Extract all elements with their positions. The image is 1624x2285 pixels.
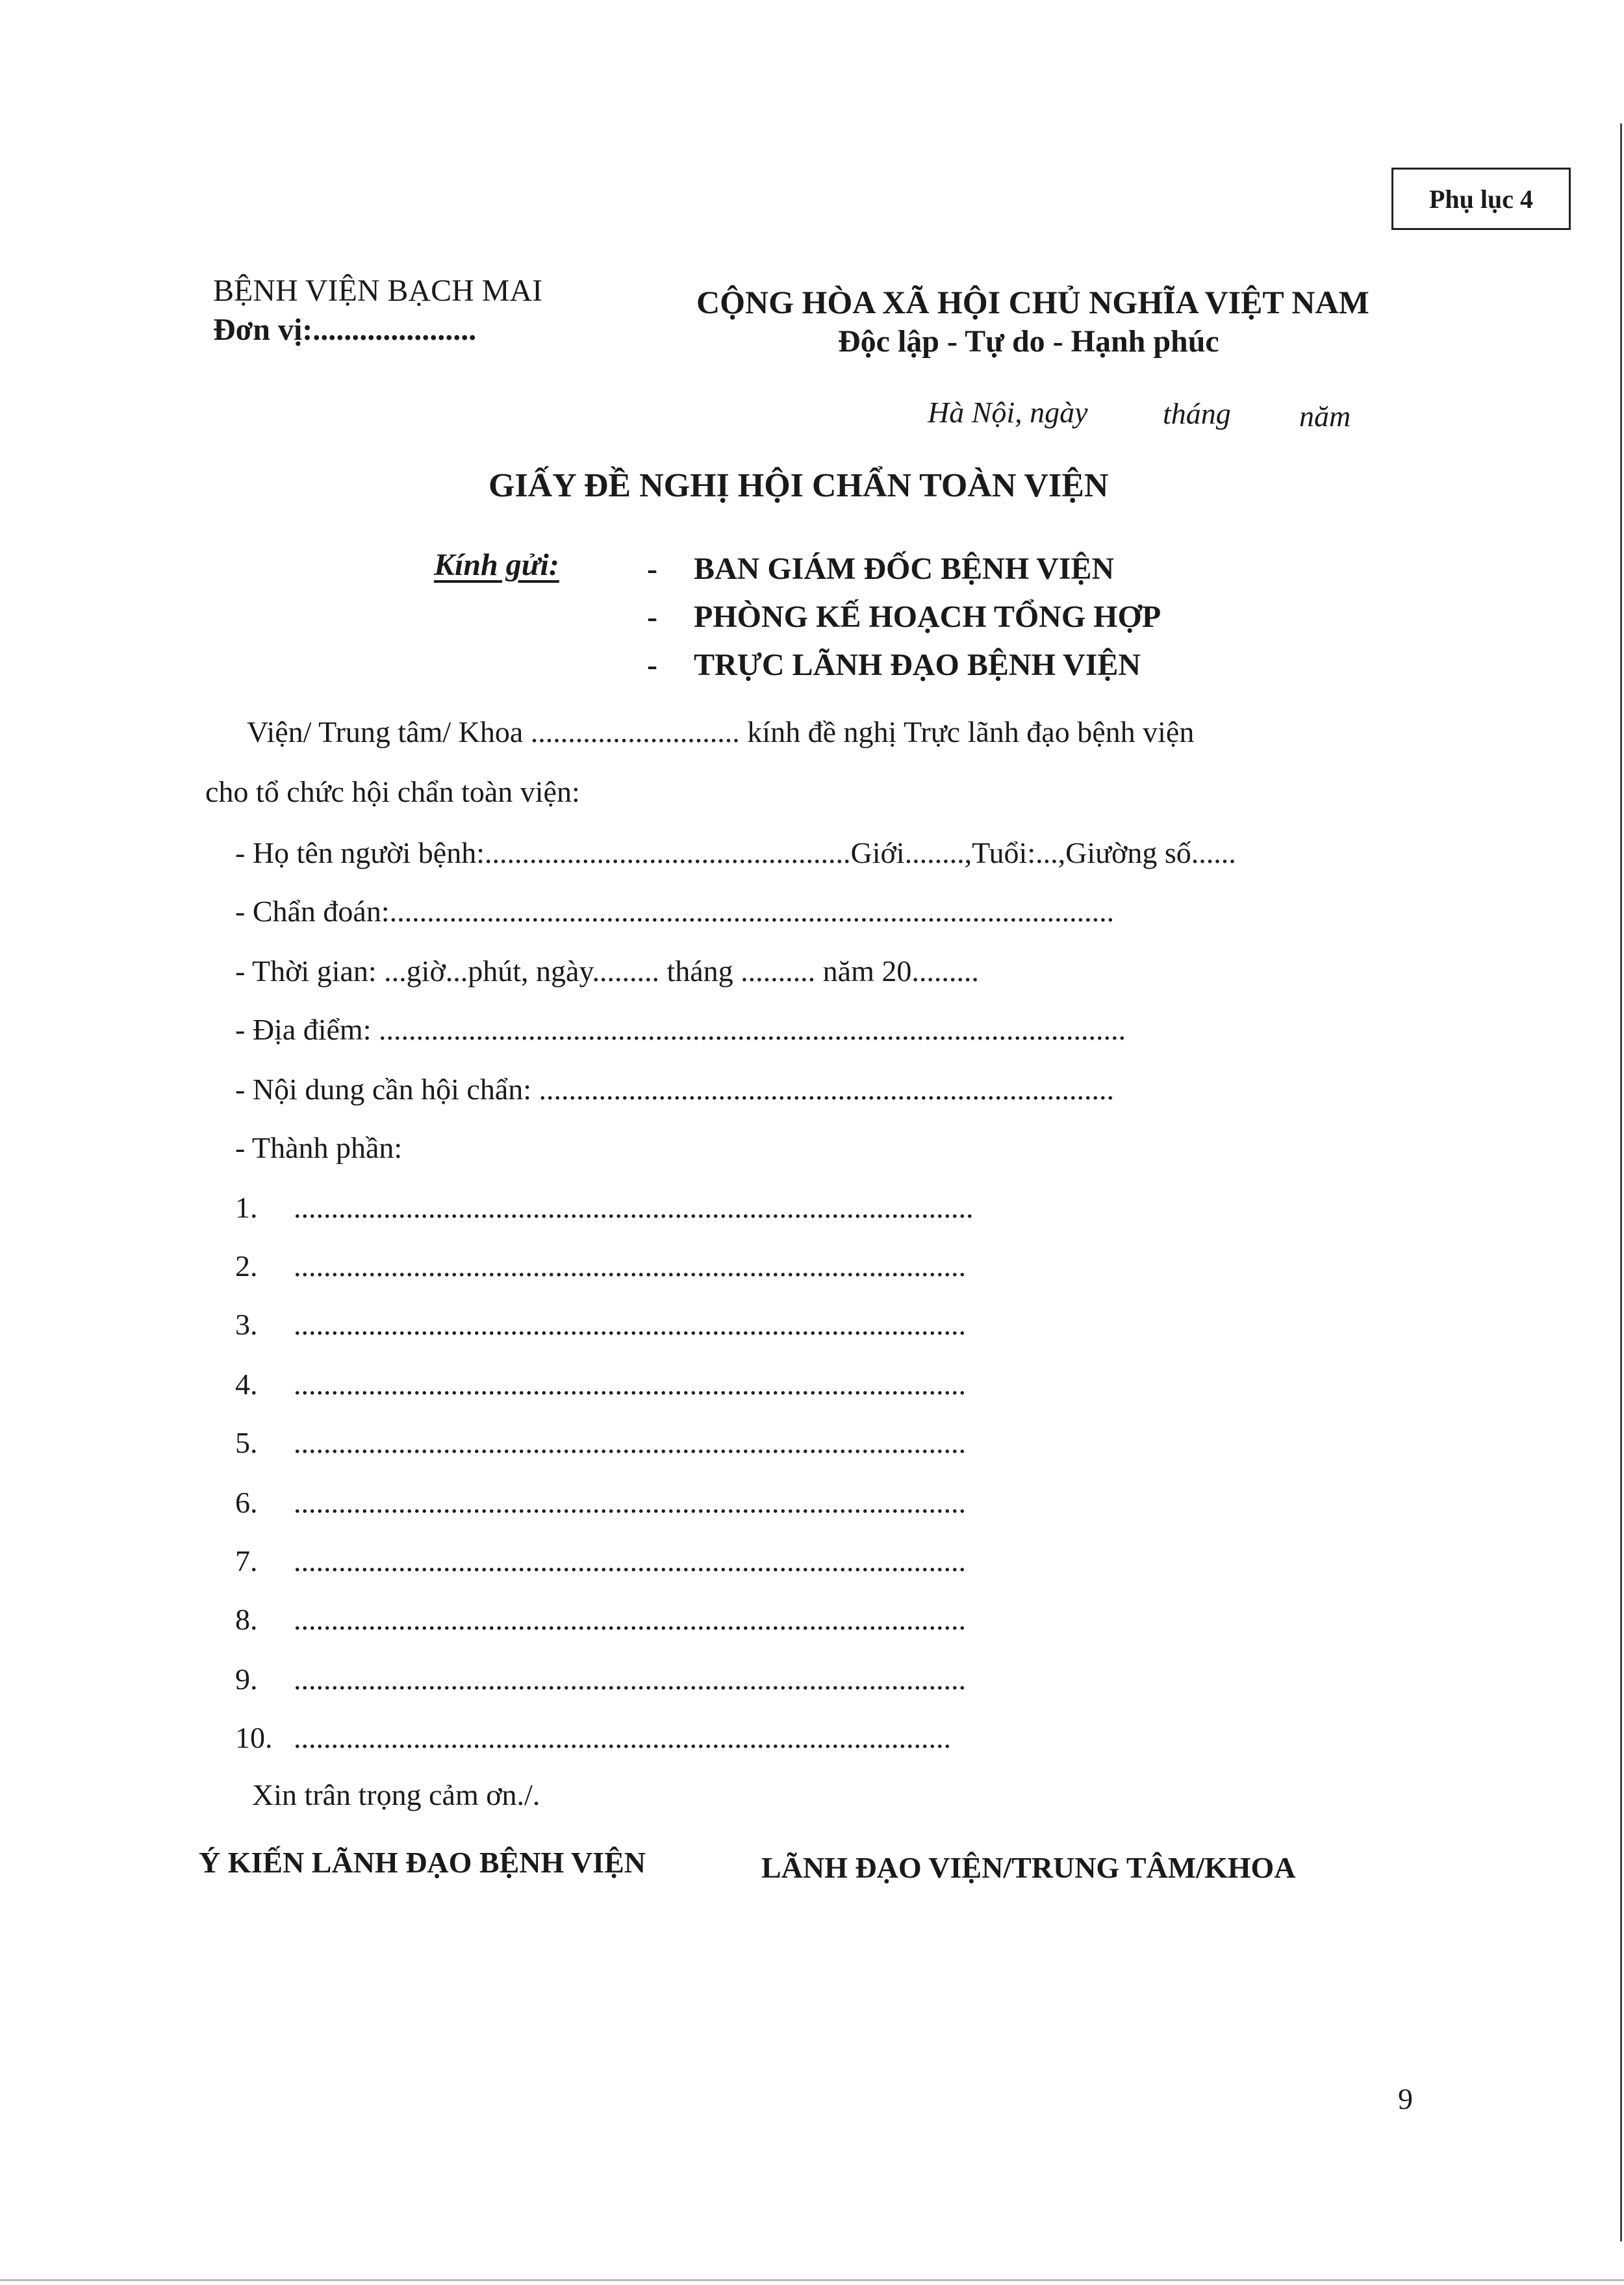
member-line: ..........................................................................................	[294, 1603, 966, 1636]
recipient-1: BAN GIÁM ĐỐC BỆNH VIỆN	[694, 552, 1115, 586]
member-number: 1.	[235, 1191, 258, 1224]
member-line: ..........................................................................................	[294, 1368, 966, 1401]
page-number: 9	[1398, 2082, 1413, 2115]
document-title: GIẤY ĐỀ NGHỊ HỘI CHẨN TOÀN VIỆN	[488, 467, 1109, 504]
member-line: ..........................................................................................	[294, 1486, 966, 1519]
member-number: 4.	[235, 1368, 258, 1401]
date-prefix: Hà Nội, ngày	[928, 396, 1088, 429]
member-number: 8.	[235, 1603, 258, 1636]
appendix-label: Phụ lục 4	[1428, 184, 1534, 214]
member-line: ...........................................................................................	[294, 1191, 974, 1224]
member-number: 3.	[235, 1308, 258, 1341]
recipient-bullet-3: -	[647, 648, 657, 682]
page-bottom-line	[0, 2279, 1624, 2281]
member-line: ..........................................................................................	[294, 1663, 966, 1696]
signature-left-title: Ý KIẾN LÃNH ĐẠO BỆNH VIỆN	[199, 1846, 646, 1879]
date-year: năm	[1299, 400, 1351, 433]
recipients-label: Kính gửi:	[434, 548, 559, 582]
field-consultation-content: - Nội dung cần hội chẩn: .............................................................................	[235, 1073, 1115, 1106]
field-location: - Địa điểm: ....................................................................................................	[235, 1013, 1126, 1046]
nation-name: CỘNG HÒA XÃ HỘI CHỦ NGHĨA VIỆT NAM	[696, 284, 1369, 320]
field-time: - Thời gian: ...giờ...phút, ngày......... tháng .......... năm 20.........	[235, 954, 979, 988]
recipient-2: PHÒNG KẾ HOẠCH TỔNG HỢP	[694, 600, 1161, 634]
recipient-bullet-1: -	[647, 552, 657, 586]
member-line: ..........................................................................................	[294, 1426, 966, 1459]
member-line: ..........................................................................................	[294, 1544, 966, 1577]
field-patient-name: - Họ tên người bệnh:.................................................Giới........,Tuổi:...,Giường số......	[235, 836, 1236, 869]
member-number: 7.	[235, 1544, 258, 1577]
member-line: ........................................................................................	[294, 1721, 951, 1754]
signature-right-title: LÃNH ĐẠO VIỆN/TRUNG TÂM/KHOA	[761, 1851, 1296, 1884]
member-number: 2.	[235, 1249, 258, 1283]
member-line: ..........................................................................................	[294, 1308, 966, 1341]
hospital-name: BỆNH VIỆN BẠCH MAI	[213, 274, 543, 308]
national-motto: Độc lập - Tự do - Hạnh phúc	[838, 324, 1219, 359]
unit-field: Đơn vị:.....................	[213, 313, 477, 347]
member-number: 10.	[235, 1721, 273, 1754]
member-number: 9.	[235, 1663, 258, 1696]
page-edge-line	[1620, 123, 1622, 2241]
member-number: 5.	[235, 1426, 258, 1459]
member-line: ..........................................................................................	[294, 1249, 966, 1283]
appendix-label-box	[1391, 168, 1571, 230]
intro-line-2: cho tổ chức hội chẩn toàn viện:	[205, 775, 580, 808]
field-participants: - Thành phần:	[235, 1131, 403, 1164]
field-diagnosis: - Chẩn đoán:.................................................................................................	[235, 895, 1115, 928]
recipient-bullet-2: -	[647, 600, 657, 634]
recipient-3: TRỰC LÃNH ĐẠO BỆNH VIỆN	[694, 648, 1141, 682]
member-number: 6.	[235, 1486, 258, 1519]
intro-line-1: Viện/ Trung tâm/ Khoa ............................ kính đề nghị Trực lãnh đạo bệnh viện	[247, 715, 1195, 748]
closing-text: Xin trân trọng cảm ơn./.	[252, 1778, 540, 1811]
date-month: tháng	[1163, 397, 1231, 430]
